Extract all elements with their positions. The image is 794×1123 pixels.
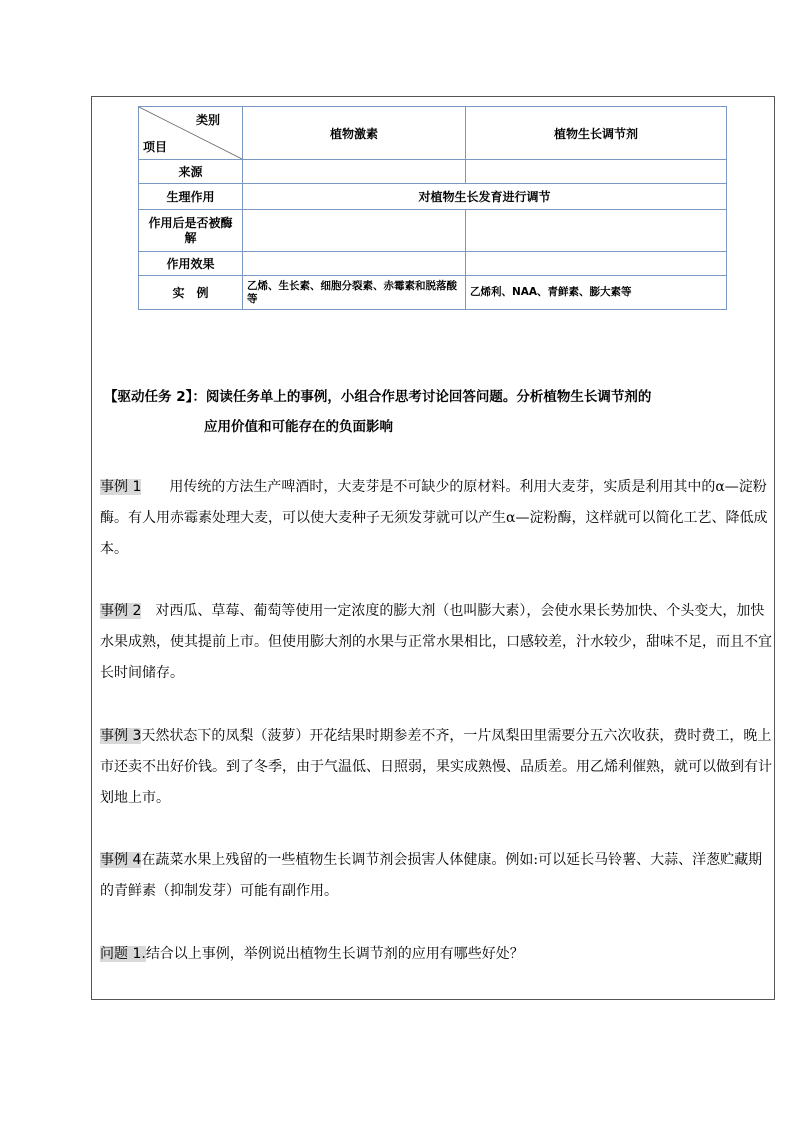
- table-header-row: [139, 107, 727, 160]
- task-text-1: 阅读任务单上的事例，小组合作思考讨论回答问题。分析植物生长调节剂的: [205, 389, 652, 405]
- table-row: [139, 210, 727, 252]
- examples-hormone: 乙烯、生长素、细胞分裂素、赤霉素和脱落酸等: [243, 276, 466, 310]
- table-cell: [243, 160, 466, 184]
- driving-task: [104, 382, 774, 442]
- case-label: 事例 1: [100, 479, 142, 495]
- col-header-hormone: 植物激素: [243, 107, 466, 160]
- task-text-2: 应用价值和可能存在的负面影响: [204, 419, 393, 435]
- case-text: 用传统的方法生产啤酒时，大麦芽是不可缺少的原材料。利用大麦芽，实质是利用其中的α—淀粉酶。有人用赤霉素处理大麦，可以使大麦种子无须发芽就可以产生α—淀粉酶，这样就可以简化工艺、降低成本。: [100, 479, 768, 557]
- case-1: [100, 472, 772, 565]
- row-label-function: 生理作用: [139, 184, 243, 210]
- case-text: 对西瓜、草莓、葡萄等使用一定浓度的膨大剂（也叫膨大素），会使水果长势加快、个头变大，加快水果成熟，使其提前上市。但使用膨大剂的水果与正常水果相比，口感较差，汁水较少，甜味不足，而且不宜长时间储存。: [100, 603, 772, 681]
- question-1: [100, 939, 772, 970]
- case-label: 事例 3: [100, 728, 142, 744]
- table-row: [139, 252, 727, 276]
- col-header-regulator: 植物生长调节剂: [466, 107, 727, 160]
- header-category: 类别: [195, 113, 220, 127]
- table-cell: [466, 252, 727, 276]
- diagonal-header-cell: [139, 107, 243, 160]
- comparison-table: [138, 106, 727, 310]
- row-label-effect: 作用效果: [139, 252, 243, 276]
- case-3: [100, 721, 772, 814]
- question-label: 问题 1.: [100, 946, 146, 962]
- row-label-examples: 实 例: [139, 276, 243, 310]
- table-row: [139, 184, 727, 210]
- case-4: [100, 845, 772, 907]
- case-label: 事例 2: [100, 603, 142, 619]
- row-label-degraded: 作用后是否被酶解: [139, 210, 243, 252]
- question-text: 结合以上事例，举例说出植物生长调节剂的应用有哪些好处？: [145, 946, 524, 962]
- case-label: 事例 4: [100, 852, 142, 868]
- header-item: 项目: [143, 140, 168, 154]
- case-text: 天然状态下的凤梨（菠萝）开花结果时期参差不齐，一片凤梨田里需要分五六次收获，费时费工，晚上市还卖不出好价钱。到了冬季，由于气温低、日照弱，果实成熟慢、品质差。用乙烯利催熟，就可以做到有计划地上市。: [100, 728, 772, 806]
- case-2: [100, 596, 772, 689]
- function-merged-cell: 对植物生长发育进行调节: [243, 184, 727, 210]
- case-text: 在蔬菜水果上残留的一些植物生长调节剂会损害人体健康。例如:可以延长马铃薯、大蒜、洋葱贮藏期的青鲜素（抑制发芽）可能有副作用。: [100, 852, 763, 899]
- table-cell: [466, 160, 727, 184]
- row-label-source: 来源: [139, 160, 243, 184]
- examples-regulator: 乙烯利、NAA、青鲜素、膨大素等: [466, 276, 727, 310]
- table-row: [139, 276, 727, 310]
- table-cell: [243, 210, 466, 252]
- table-cell: [243, 252, 466, 276]
- task-label: 【驱动任务 2】：: [104, 389, 206, 405]
- table-row: [139, 160, 727, 184]
- table-cell: [466, 210, 727, 252]
